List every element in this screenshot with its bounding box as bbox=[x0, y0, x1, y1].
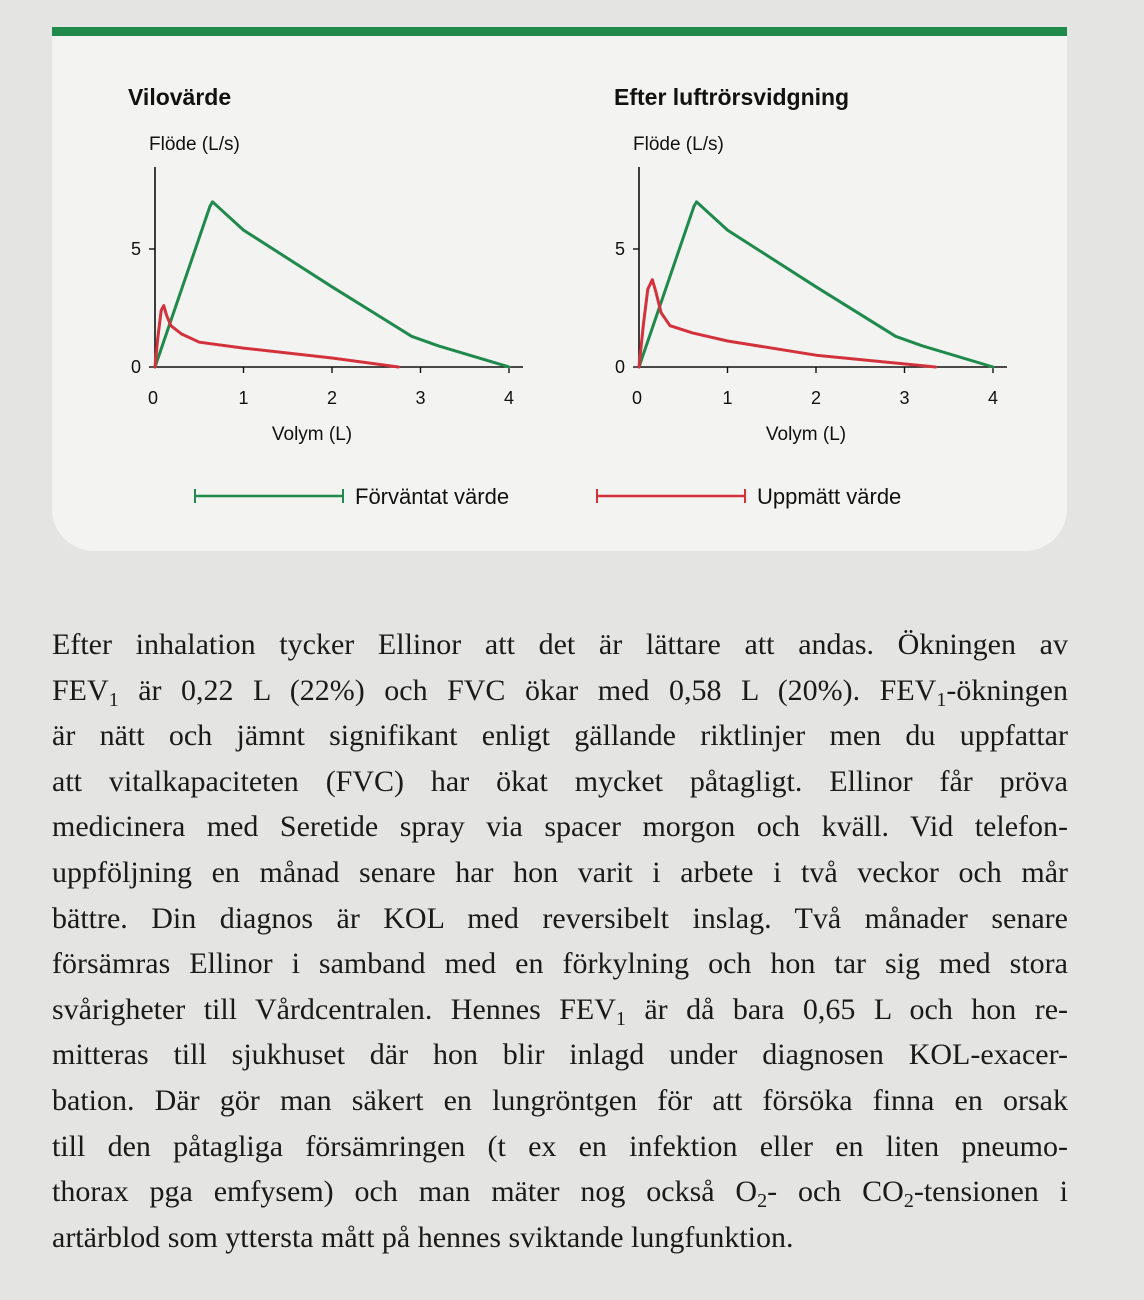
y-tick-label: 0 bbox=[130, 357, 141, 377]
x-tick-label: 0 bbox=[631, 388, 643, 408]
subscript: 2 bbox=[903, 1190, 914, 1213]
text-line: till den påtagliga försämringen (t ex en infektion eller en liten pneumo- bbox=[52, 1129, 1068, 1163]
x-tick-label: 0 bbox=[147, 388, 159, 408]
legend-expected-label: Förväntat värde bbox=[355, 484, 510, 509]
text-line: medicinera med Seretide spray via spacer morgon och kväll. Vid telefon- bbox=[52, 810, 1068, 844]
text-segment: är 0,22 L (22%) och FVC ökar med 0,58 L (20%). FEV bbox=[118, 673, 937, 707]
text-line: uppföljning en månad senare har hon varit i arbete i två veckor och mår bbox=[52, 855, 1068, 889]
text-line: artärblod som yttersta mått på hennes sviktande lungfunktion. bbox=[52, 1220, 794, 1254]
y-tick-label: 5 bbox=[614, 239, 625, 259]
x-tick-label: 2 bbox=[810, 388, 822, 408]
figure-panel bbox=[52, 27, 1067, 551]
legend-measured-label: Uppmätt värde bbox=[757, 484, 902, 509]
chart-title: Efter luftrörsvidgning bbox=[614, 84, 850, 110]
chart-after-bronchodilation bbox=[614, 84, 1007, 445]
subscript: 1 bbox=[108, 688, 119, 711]
x-tick-label: 4 bbox=[987, 388, 999, 408]
chart-resting bbox=[128, 84, 523, 445]
x-tick-label: 1 bbox=[238, 388, 249, 408]
text-line bbox=[52, 1169, 1068, 1215]
y-axis-label: Flöde (L/s) bbox=[149, 134, 240, 155]
measured-curve bbox=[639, 280, 936, 367]
x-axis-label: Volym (L) bbox=[271, 424, 353, 445]
x-tick-label: 3 bbox=[415, 388, 426, 408]
legend-expected bbox=[195, 484, 509, 509]
text-line: bation. Där gör man säkert en lungröntgen för att försöka finna en orsak bbox=[52, 1083, 1068, 1117]
series-lines bbox=[639, 202, 993, 367]
text-line bbox=[52, 987, 1068, 1033]
text-line: att vitalkapaciteten (FVC) har ökat mycket påtagligt. Ellinor får pröva bbox=[52, 764, 1068, 798]
measured-curve bbox=[155, 306, 398, 367]
text-segment: thorax pga emfysem) och man mäter nog också O bbox=[52, 1175, 758, 1209]
text-segment: svårigheter till Vårdcentralen. Hennes FEV bbox=[52, 992, 616, 1026]
body-paragraph bbox=[52, 622, 1068, 1260]
x-axis-label: Volym (L) bbox=[765, 424, 847, 445]
y-tick-label: 5 bbox=[130, 239, 141, 259]
text-segment: -tensionen i bbox=[913, 1175, 1069, 1209]
text-line bbox=[52, 668, 1068, 714]
text-line: är nätt och jämnt signifikant enligt gällande riktlinjer men du uppfattar bbox=[52, 719, 1068, 753]
text-segment: är då bara 0,65 L och hon re- bbox=[625, 992, 1068, 1026]
subscript: 1 bbox=[936, 688, 947, 711]
axes bbox=[633, 167, 1007, 373]
series-lines bbox=[155, 202, 509, 367]
chart-title: Vilovärde bbox=[128, 84, 232, 110]
subscript: 2 bbox=[757, 1190, 768, 1213]
y-tick-label: 0 bbox=[614, 357, 625, 377]
x-tick-label: 1 bbox=[722, 388, 733, 408]
text-line: mitteras till sjukhuset där hon blir inlagd under diagnosen KOL-exacer- bbox=[52, 1038, 1068, 1072]
legend-measured bbox=[597, 484, 901, 509]
text-line: Efter inhalation tycker Ellinor att det är lättare att andas. Ökningen av bbox=[52, 628, 1068, 661]
expected-curve bbox=[639, 202, 993, 367]
text-segment: FEV bbox=[52, 673, 109, 707]
tick-labels bbox=[615, 239, 998, 408]
text-line: bättre. Din diagnos är KOL med reversibelt inslag. Två månader senare bbox=[52, 901, 1068, 935]
y-axis-label: Flöde (L/s) bbox=[633, 134, 724, 155]
text-segment: -ökningen bbox=[946, 673, 1068, 707]
text-line: försämras Ellinor i samband med en förkylning och hon tar sig med stora bbox=[52, 947, 1068, 981]
x-tick-label: 2 bbox=[326, 388, 338, 408]
tick-labels bbox=[131, 239, 514, 408]
figure-svg bbox=[52, 27, 1067, 551]
legend bbox=[195, 484, 901, 509]
subscript: 1 bbox=[615, 1007, 626, 1030]
x-tick-label: 3 bbox=[899, 388, 910, 408]
x-tick-label: 4 bbox=[503, 388, 515, 408]
text-segment: - och CO bbox=[767, 1175, 904, 1209]
